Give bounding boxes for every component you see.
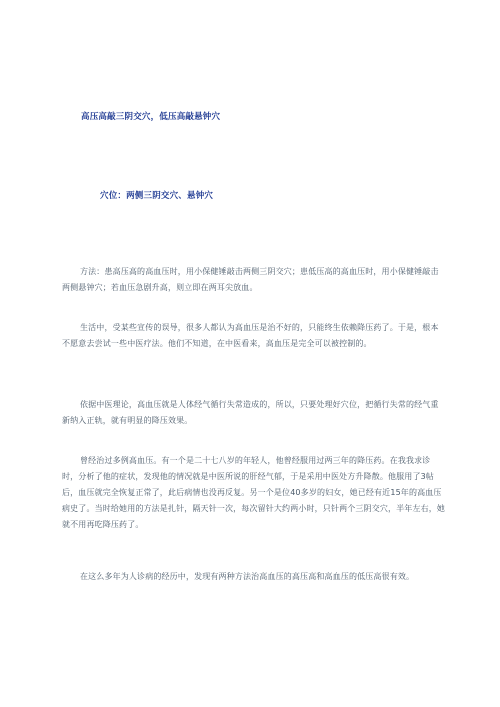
theory-paragraph: 依据中医理论，高血压就是人体经气循行失常造成的，所以，只要处理好穴位，把循行失常的经气重新纳入正轨，就有明显的降压效果。 <box>62 400 439 425</box>
conclusion-paragraph: 在这么多年为人诊病的经历中，发现有两种方法治高血压的高压高和高血压的低压高很有效。 <box>80 572 415 581</box>
document-title: 高压高敲三阴交穴，低压高敲悬钟穴 <box>81 112 221 122</box>
case-paragraph: 曾经治过多例高血压。有一个是二十七八岁的年轻人，他曾经服用过两三年的降压药。在我我求诊时，分析了他的症状，发现他的情况就是中医所说的肝经气郁，于是采用中医处方升降散。他服用了3帖后，血压就完全恢复正常了，此后病情也没再反复。另一个是位40多岁的妇女，她已经有近15年的高血压病史了。当时给她用的方法是扎针，隔天针一次，每次留针大约两小时，只针两个三阴交穴，半年左右，她就不用再吃降压药了。 <box>62 456 446 529</box>
method-paragraph: 方法：患高压高的高血压时，用小保健锤敲击两侧三阴交穴；患低压高的高血压时，用小保健锤敲击两侧悬钟穴；若血压急剧升高，则立即在两耳尖放血。 <box>62 267 439 292</box>
misconception-paragraph: 生活中，受某些宣传的误导，很多人都认为高血压是治不好的，只能终生依赖降压药了。于是，根本不愿意去尝试一些中医疗法。他们不知道，在中医看来，高血压是完全可以被控制的。 <box>62 323 439 348</box>
acupoint-subtitle: 穴位：两侧三阴交穴、悬钟穴 <box>100 191 214 201</box>
